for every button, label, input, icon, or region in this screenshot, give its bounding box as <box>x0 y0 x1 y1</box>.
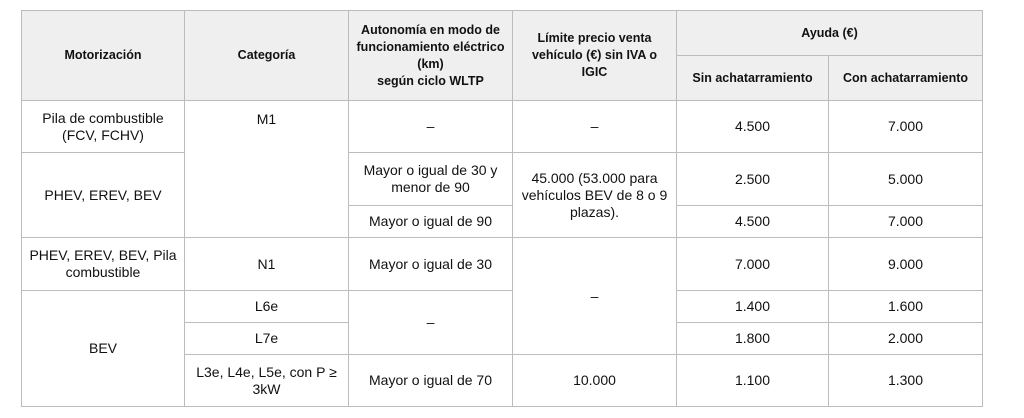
cell-con: 1.600 <box>829 291 983 323</box>
cell-con: 5.000 <box>829 153 983 206</box>
table-row <box>22 238 983 291</box>
cell-con: 1.300 <box>829 355 983 407</box>
cell-categoria: L6e <box>185 291 349 323</box>
header-categoria: Categoría <box>185 11 349 101</box>
cell-autonomia: Mayor o igual de 70 <box>349 355 513 407</box>
cell-sin: 4.500 <box>677 206 829 238</box>
cell-categoria-m1: M1 <box>185 101 349 238</box>
cell-sin: 1.100 <box>677 355 829 407</box>
cell-con: 9.000 <box>829 238 983 291</box>
cell-sin: 1.800 <box>677 323 829 355</box>
cell-sin: 1.400 <box>677 291 829 323</box>
cell-autonomia: Mayor o igual de 30 y menor de 90 <box>349 153 513 206</box>
table-row <box>22 101 983 153</box>
cell-limite: – <box>513 101 677 153</box>
header-con-achatarramiento: Con achatarramiento <box>829 56 983 101</box>
cell-autonomia-l: – <box>349 291 513 355</box>
cell-con: 7.000 <box>829 101 983 153</box>
cell-motorizacion: PHEV, EREV, BEV, Pila combustible <box>22 238 185 291</box>
header-limite-precio: Límite precio venta vehículo (€) sin IVA o IGIC <box>513 11 677 101</box>
cell-sin: 2.500 <box>677 153 829 206</box>
table-row <box>22 291 983 323</box>
cell-categoria: L7e <box>185 323 349 355</box>
cell-motorizacion: PHEV, EREV, BEV <box>22 153 185 238</box>
ayudas-table <box>21 10 983 407</box>
cell-con: 7.000 <box>829 206 983 238</box>
cell-limite: 10.000 <box>513 355 677 407</box>
table-row <box>22 153 983 206</box>
cell-autonomia: Mayor o igual de 30 <box>349 238 513 291</box>
header-ayuda: Ayuda (€) <box>677 11 983 56</box>
cell-sin: 4.500 <box>677 101 829 153</box>
cell-autonomia: – <box>349 101 513 153</box>
cell-motorizacion: Pila de combustible (FCV, FCHV) <box>22 101 185 153</box>
cell-con: 2.000 <box>829 323 983 355</box>
cell-autonomia: Mayor o igual de 90 <box>349 206 513 238</box>
cell-categoria: N1 <box>185 238 349 291</box>
header-motorizacion: Motorización <box>22 11 185 101</box>
cell-limite-m1: 45.000 (53.000 para vehículos BEV de 8 o 9 plazas). <box>513 153 677 238</box>
cell-categoria: L3e, L4e, L5e, con P ≥ 3kW <box>185 355 349 407</box>
cell-motorizacion-bev: BEV <box>22 291 185 407</box>
cell-sin: 7.000 <box>677 238 829 291</box>
header-row-1 <box>22 11 983 56</box>
cell-limite-n1-l: – <box>513 238 677 355</box>
header-sin-achatarramiento: Sin achatarramiento <box>677 56 829 101</box>
header-autonomia: Autonomía en modo de funcionamiento eléctrico (km) según ciclo WLTP <box>349 11 513 101</box>
